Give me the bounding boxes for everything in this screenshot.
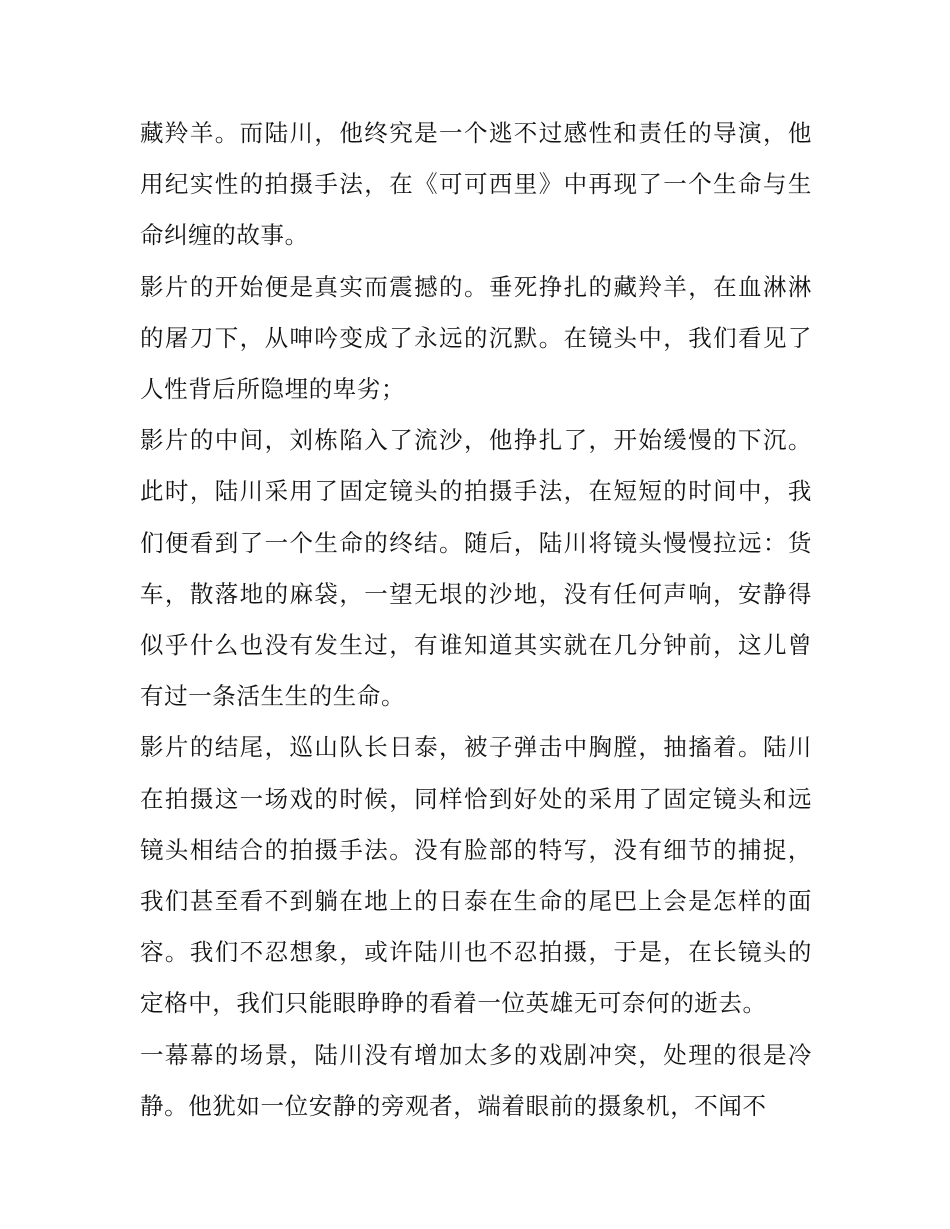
body-text bbox=[140, 108, 812, 1132]
paragraph-4: 影片的结尾，巡山队长日泰，被子弹击中胸膛，抽搐着。陆川在拍摄这一场戏的时候，同样恰到好处的采用了固定镜头和远镜头相结合的拍摄手法。没有脸部的特写，没有细节的捕捉，我们甚至看不到躺在地上的日泰在生命的尾巴上会是怎样的面容。我们不忍想象，或许陆川也不忍拍摄，于是，在长镜头的定格中，我们只能眼睁睁的看着一位英雄无可奈何的逝去。 bbox=[140, 733, 812, 1018]
paragraph-1: 藏羚羊。而陆川，他终究是一个逃不过感性和责任的导演，他用纪实性的拍摄手法，在《可可西里》中再现了一个生命与生命纠缠的故事。 bbox=[140, 119, 812, 250]
paragraph-2: 影片的开始便是真实而震撼的。垂死挣扎的藏羚羊，在血淋淋的屠刀下，从呻吟变成了永远的沉默。在镜头中，我们看见了人性背后所隐埋的卑劣； bbox=[140, 272, 812, 404]
paragraph-5: 一幕幕的场景，陆川没有增加太多的戏剧冲突，处理的很是冷静。他犹如一位安静的旁观者，端着眼前的摄象机，不闻不 bbox=[140, 1040, 812, 1120]
paragraph-3: 影片的中间，刘栋陷入了流沙，他挣扎了，开始缓慢的下沉。此时，陆川采用了固定镜头的拍摄手法，在短短的时间中，我们便看到了一个生命的终结。随后，陆川将镜头慢慢拉远：货车，散落地的麻袋，一望无垠的沙地，没有任何声响，安静得似乎什么也没有发生过，有谁知道其实就在几分钟前，这儿曾有过一条活生生的生命。 bbox=[140, 426, 812, 711]
